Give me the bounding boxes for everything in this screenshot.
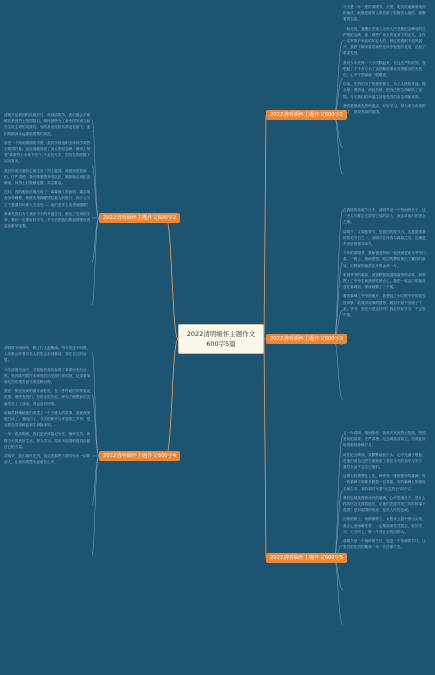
leaf-text: 站在纪念碑前，我默默地低下头，心中充满了敬意。是他们用自己的生命换来了我们今天的和平与安宁，我们永远不会忘记他们。 <box>343 452 426 470</box>
leaf-group-b4 <box>4 345 92 570</box>
leaf-text: 清明节是一个缅怀的节日，也是一个传承的节日。让我们把先烈的精神一代一代传承下去。 <box>343 539 426 550</box>
branch-label-5: 2022清明缅怀主题作文600字5 <box>270 555 344 561</box>
branch-label-1: 2022清明缅怀主题作文600字1 <box>270 112 344 118</box>
leaf-text: 看着墓碑上爷爷的照片，我想起了小时候爷爷带我去放风筝、给我讲故事的情景，眼泪不知不觉流了下来。爷爷，您在天堂还好吗？我会好好学习，不让您失望。 <box>343 294 426 318</box>
leaf-text: 这时，我的眼前仿佛出现了一幕幕战斗的画面：董存瑞舍身炸碉堡、黄继光用胸膛堵住敌人的枪口、邱少云为了不暴露目标被大火烧死……他们是多么英勇顽强啊！ <box>4 190 91 207</box>
branch-label-4: 2022清明缅怀主题作文600字4 <box>103 453 177 459</box>
root-node[interactable] <box>178 324 264 354</box>
leaf-text: 回家的路上，雨渐渐停了，太阳从云层中探出头来。我在心里暗暗发誓：一定要继承先烈遗志，好好学习，天天向上，做一个对社会有用的人。 <box>343 517 426 534</box>
leaf-text: 以前，先烈们为了民族的独立，为了人民的幸福，抛头颅、洒热血，前赴后继，把自己的生命献给了祖国。今天我们的幸福生活是先烈们用生命换来的。 <box>343 82 426 99</box>
connector-b2 <box>92 120 99 305</box>
connector-b3 <box>334 210 343 400</box>
connector-b5 <box>334 435 343 625</box>
connector-root-branch-4 <box>166 339 178 456</box>
leaf-text: 清明节是我国的传统节日，每到清明节，我们都会手拿鲜花来到烈士陵园祭扫，缅怀那些为了新中国的成立献出宝贵生命的英雄们，有的甚至连姓名都没有留下，他们的精神永远激励着我们前进。 <box>4 113 91 136</box>
leaf-text: 清明时节雨纷纷，路上行人欲断魂。每年的这个时候，人们都会怀着对先人的思念来到墓前，寄托自己的哀思。 <box>4 346 91 363</box>
branch-node-3[interactable] <box>266 334 347 344</box>
leaf-text: 今天是一年一度的清明节，天蒙，阴沉沉地飘着细细的雨丝，就像是谁的人都有那了很痛苦大地的，被醉着着去祖。 <box>343 5 426 22</box>
leaf-text: 一路无忧，我遭正在她入正前人民英雄纪念碑前的庄严的纪念碑，那「那些广场上的花朵下的无名。正在一名军事护家如的年轻人的，鲜红的旗帜下迎风展开，我停下脚步看着那些在风中摇曳的花朵，记起了革命先烈。 <box>343 26 426 56</box>
branch-node-1[interactable] <box>266 110 347 120</box>
leaf-text: 又一年清明，细雨如丝，我再次来到烈士陵园。陵园里松柏常青，庄严肃穆，纪念碑高高耸立，仿佛在诉说着那段峥嵘岁月。 <box>343 431 426 448</box>
branch-node-2[interactable] <box>99 213 180 223</box>
root-title: 2022清明缅怀主题作文600字5篇 <box>186 330 256 348</box>
branch-node-4[interactable] <box>99 451 180 461</box>
leaf-text: 今年的清明节，我和爸爸妈妈一起回到老家为爷爷扫墓。一路上，细雨蒙蒙，路边的柳树抽出了嫩绿的新芽，田野里的油菜花开得金黄一片。 <box>343 251 426 268</box>
leaf-text: 清明节，我们缅怀先烈，也追思那些为我们付出一切的亲人，让爱和感恩永远留在心中。 <box>4 454 91 465</box>
leaf-group-b1 <box>343 4 429 202</box>
leaf-text: 来到爷爷的墓前，爸爸默默地清理墓旁的杂草，妈妈摆上了爷爷生前最爱吃的点心，我把一束洁白的菊花放在墓碑前，深深地鞠了三个躬。 <box>343 272 426 290</box>
leaf-text: 在我国的传统节日中，清明节是一个特别的日子，这一天人们都会去祭奠已故的亲人，表达对他们的思念之情。 <box>343 208 426 225</box>
connector-b1 <box>334 40 343 175</box>
leaf-text: 我们要继承先烈的遗志，好好学习，努力成为有用的人才，建设美丽的祖国。 <box>343 103 426 115</box>
leaf-text: 清明节，又叫踏青节，是我国传统节日，也是最重要的祭祀节日之一。清明节在仲春与暮春之交，也就是冬至后的第108天。 <box>343 229 426 247</box>
leaf-text: 沿着石阶慢慢往上走，两旁是一排排整齐的墓碑，每一块墓碑下面都长眠着一位英雄。有的墓碑上刻着姓名和生平，有的却只写着"无名烈士"四个字。 <box>343 474 426 491</box>
leaf-group-b3 <box>343 207 429 425</box>
branch-node-5[interactable] <box>266 553 347 563</box>
leaf-text: 一年一度清明到，我们更应该铭记历史，缅怀先烈，珍惜今天的美好生活，努力学习，将来为祖国的建设贡献自己的力量。 <box>4 432 91 449</box>
leaf-text: 我轻轻地抚摸着冰冷的墓碑，心中思绪万千。是什么样的信念支撑着他们，让他们在面对死亡的时候毫不畏惧？是对祖国的热爱，是对人民的忠诚。 <box>343 495 426 513</box>
leaf-text: 讲解员阿姨给我们讲述了一个个感人的故事，我被深深地打动了。我明白了，今天的和平与幸福来之不易，是无数先烈用鲜血和生命换来的。 <box>4 410 91 428</box>
leaf-text: 我们怀着沉重的心情走进了烈士陵园。陵园里苍松翠柏，庄严肃穆，我们排着整齐的队伍，默默地走到纪念碑前，向烈士们敬献花圈，肃立默哀。 <box>4 168 91 186</box>
leaf-text: 革命先烈们为了我们今天的幸福生活，献出了宝贵的生命，我们一定要好好学习，长大后把我们的祖国建设得更加繁荣富强。 <box>4 211 91 229</box>
leaf-group-b5 <box>343 430 429 670</box>
leaf-text: 我们少年先锋一下子沉默起来。在这庄严的时刻，我想起了千千万万为了祖国解放事业英勇献身的先烈们，心中不禁涌起一股敬意。 <box>343 60 426 78</box>
leaf-text: 我在一张张发黄的照片前驻足，在一件件破旧的军装前沉思。那些先烈们，有的还很年轻，却为了理想和信念毅然走上了战场，再也没有回来。 <box>4 389 91 406</box>
connector-b4 <box>92 352 99 555</box>
branch-label-2: 2022清明缅怀主题作文600字2 <box>103 215 177 221</box>
leaf-text: 今年清明节前夕，学校组织我们参观了革命历史纪念馆。馆内陈列着许多珍贵的历史照片和实物，记录着革命先烈们艰苦奋斗的光辉历程。 <box>4 367 91 385</box>
connector-root-branch-2 <box>166 218 178 339</box>
leaf-group-b2 <box>4 112 92 337</box>
connector-root-branch-1 <box>264 115 266 339</box>
branch-label-3: 2022清明缅怀主题作文600字3 <box>270 336 344 342</box>
leaf-text: 那是一个阴雨绵绵的早晨，我们学校组织全体同学到烈士陵园扫墓。远远地就看到了高大的纪念碑，碑身上刻着"革命烈士永垂不朽"八个金色大字，在阳光的照耀下闪闪发光。 <box>4 140 91 164</box>
connector-root-branch-5 <box>264 339 266 558</box>
